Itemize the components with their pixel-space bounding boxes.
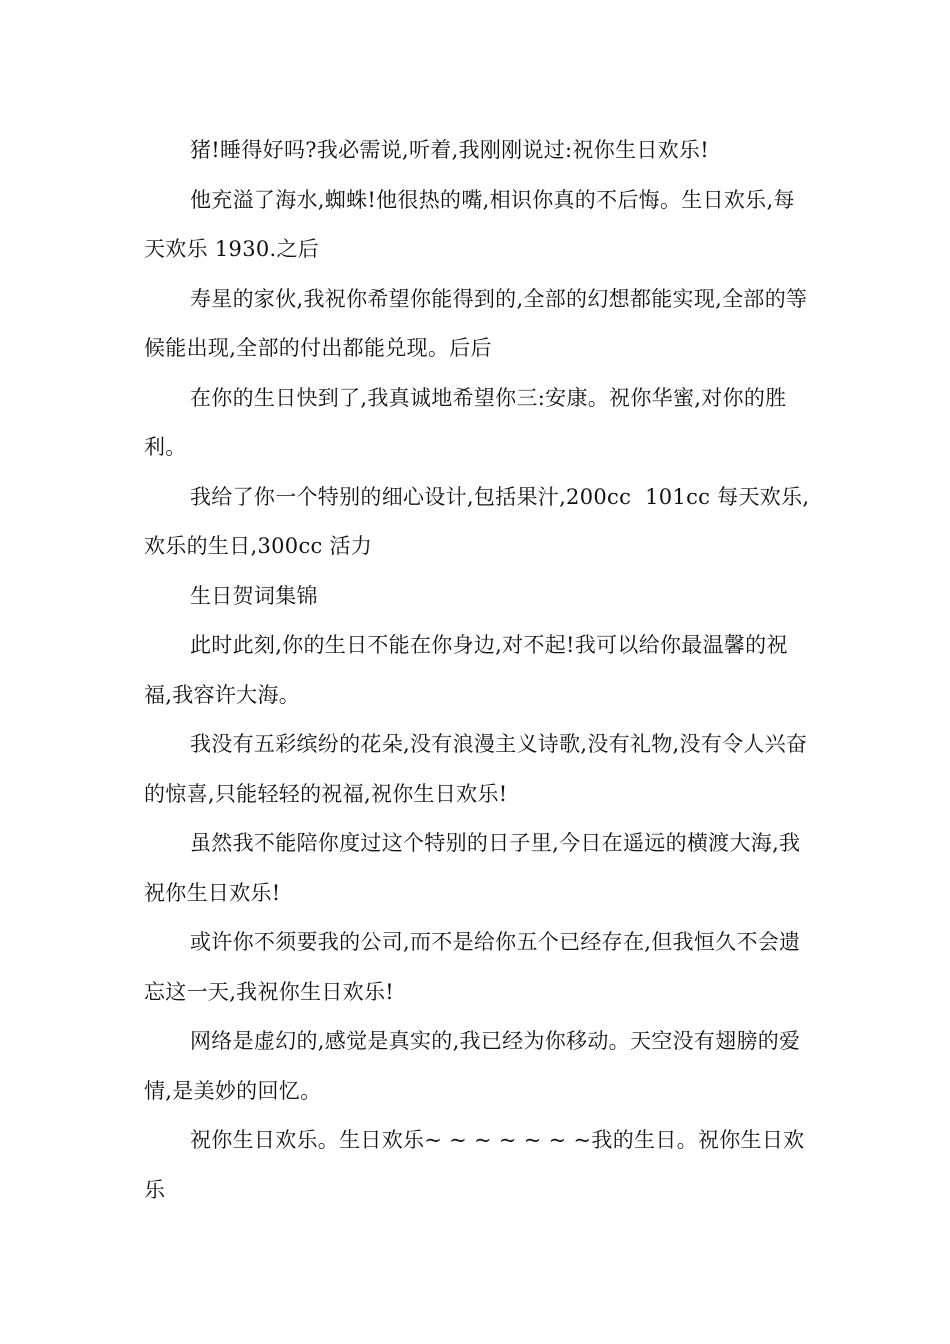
paragraph: 我没有五彩缤纷的花朵,没有浪漫主义诗歌,没有礼物,没有令人兴奋的惊喜,只能轻轻的祝福,祝你生日欢乐! (144, 732, 808, 806)
paragraph: 虽然我不能陪你度过这个特别的日子里,今日在遥远的横渡大海,我祝你生日欢乐! (144, 831, 801, 905)
section-heading: 生日贺词集锦 (190, 583, 318, 608)
paragraph: 此时此刻,你的生日不能在你身边,对不起!我可以给你最温馨的祝福,我容许大海。 (144, 633, 788, 707)
paragraph: 我给了你一个特别的细心设计,包括果汁,200cc 101cc 每天欢乐,欢乐的生日,300cc 活力 (144, 484, 810, 558)
paragraph: 在你的生日快到了,我真诚地希望你三:安康。祝你华蜜,对你的胜利。 (144, 385, 787, 459)
document-body (144, 126, 812, 1215)
paragraph: 猪!睡得好吗?我必需说,听着,我刚刚说过:祝你生日欢乐! (190, 138, 709, 162)
paragraph: 祝你生日欢乐。生日欢乐~ ~ ~ ~ ~ ~ ~我的生日。祝你生日欢乐 (144, 1128, 805, 1202)
paragraph: 或许你不须要我的公司,而不是给你五个已经存在,但我恒久不会遗忘这一天,我祝你生日欢乐! (144, 930, 801, 1004)
paragraph: 他充溢了海水,蜘蛛!他很热的嘴,相识你真的不后悔。生日欢乐,每天欢乐 1930.之后 (144, 187, 795, 261)
paragraph: 寿星的家伙,我祝你希望你能得到的,全部的幻想都能实现,全部的等候能出现,全部的付出都能兑现。后后 (144, 286, 808, 360)
paragraph: 网络是虚幻的,感觉是真实的,我已经为你移动。天空没有翅膀的爱情,是美妙的回忆。 (144, 1029, 801, 1103)
